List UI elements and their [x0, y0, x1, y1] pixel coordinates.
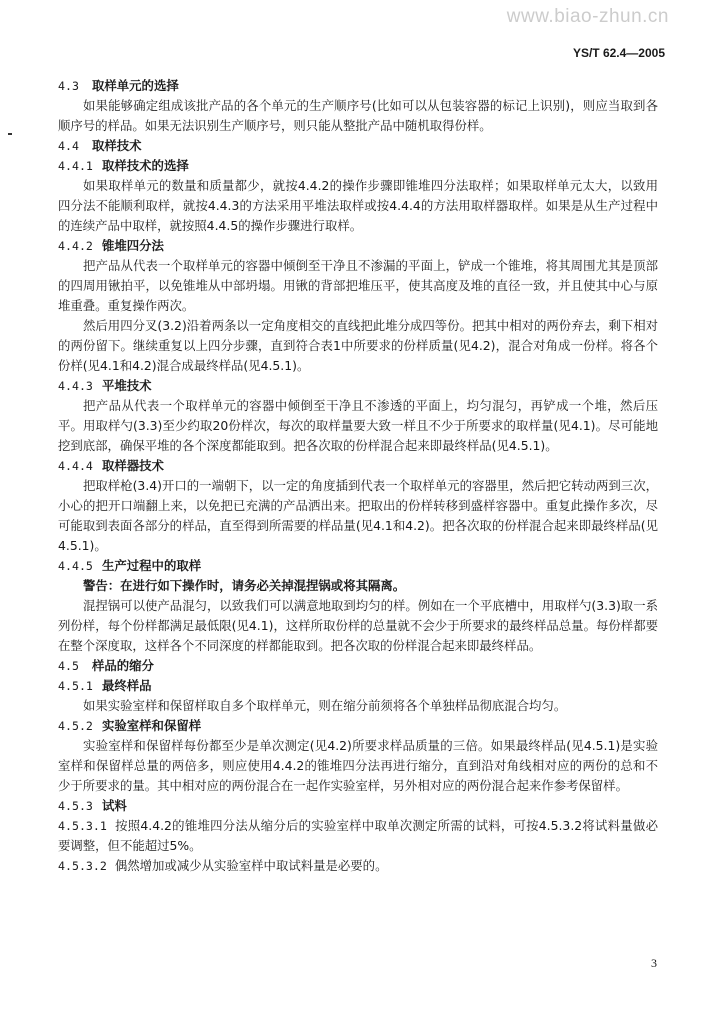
section-number: 4.4: [58, 139, 79, 153]
paragraph: 实验室样和保留样每份都至少是单次测定(见4.2)所要求样品质量的三倍。如果最终样品(见4.5.1)是实验室样和保留样总量的两倍多，则应使用4.4.2的锥堆四分法再进行缩分，直到沿对角线相对应的两份的总和不少于所要求的量。其中相对应的两份混合在一起作实验室样，另外相对应的两份混合起来作参考保留样。: [58, 738, 658, 793]
warning-text: 警告：在进行如下操作时，请务必关掉混捏锅或将其隔离。: [83, 578, 406, 593]
section-number: 4.4.3: [58, 379, 93, 393]
section-number: 4.5.1: [58, 679, 93, 693]
paragraph: 把产品从代表一个取样单元的容器中倾倒至干净且不渗漏的平面上，铲成一个锥堆，将其周围尤其是顶部的四周用锹拍平，以免锥堆从中部坍塌。用锹的背部把堆压平，使其高度及堆的直径一致，并且使其中心与原堆重叠。重复操作两次。: [58, 258, 658, 313]
section-heading-4-4-1: [58, 156, 658, 176]
section-title: 取样技术的选择: [102, 158, 189, 173]
paragraph: 如果实验室样和保留样取自多个取样单元，则在缩分前须将各个单独样品彻底混合均匀。: [83, 698, 567, 713]
section-title: 平堆技术: [102, 378, 152, 393]
page-body: [58, 76, 658, 876]
section-number: 4.4.4: [58, 459, 93, 473]
section-heading-4-4-5: [58, 556, 658, 576]
section-number: 4.5.2: [58, 719, 93, 733]
section-number: 4.5.3: [58, 799, 93, 813]
section-number: 4.4.5: [58, 559, 93, 573]
clause-number: 4.5.3.1: [58, 819, 107, 833]
document-number: YS/T 62.4—2005: [572, 46, 665, 60]
section-heading-4-4: [58, 136, 658, 156]
section-number: 4.5: [58, 659, 79, 673]
section-title: 取样器技术: [102, 458, 164, 473]
section-title: 试料: [102, 798, 127, 813]
clause-text: 偶然增加或减少从实验室样中取试料量是必要的。: [114, 858, 388, 873]
section-heading-4-5-3: [58, 796, 658, 816]
section-heading-4-5-2: [58, 716, 658, 736]
section-heading-4-3: [58, 76, 658, 96]
section-title: 实验室样和保留样: [102, 718, 202, 733]
clause-4-5-3-1: [58, 816, 658, 856]
section-heading-4-4-4: [58, 456, 658, 476]
paragraph: 混捏锅可以使产品混匀，以致我们可以满意地取到均匀的样。例如在一个平底槽中，用取样勺(3.3)取一系列份样，每个份样都满足最低限(见4.1)，这样所取份样的总量就不会少于所要求的最终样品总量。每份样都要在整个深度取，这样各个不同深度的样都能取到。把各次取的份样混合起来即最终样品。: [58, 598, 658, 653]
paragraph: 然后用四分叉(3.2)沿着两条以一定角度相交的直线把此堆分成四等份。把其中相对的两份弃去，剩下相对的两份留下。继续重复以上四分步骤，直到符合表1中所要求的份样质量(见4.2)，混合对角成一份样。将各个份样(见4.1和4.2)混合成最终样品(见4.5.1)。: [58, 318, 658, 373]
section-heading-4-5-1: [58, 676, 658, 696]
section-title: 取样技术: [92, 138, 142, 153]
section-heading-4-4-2: [58, 236, 658, 256]
page-number: 3: [651, 956, 657, 970]
paragraph: 如果能够确定组成该批产品的各个单元的生产顺序号(比如可以从包装容器的标记上识别)，则应当取到各顺序号的样品。如果无法识别生产顺序号，则只能从整批产品中随机取得份样。: [58, 98, 658, 133]
section-title: 取样单元的选择: [92, 78, 179, 93]
section-number: 4.4.2: [58, 239, 93, 253]
section-heading-4-5: [58, 656, 658, 676]
margin-mark: [8, 133, 12, 135]
paragraph: 把产品从代表一个取样单元的容器中倾倒至干净且不渗透的平面上，均匀混匀，再铲成一个堆，然后压平。用取样勺(3.3)至少约取20份样次，每次的取样量要大致一样且不少于所要求的取样量(见4.1)。尽可能地挖到底部，确保平堆的各个深度都能取到。把各次取的份样混合起来即最终样品(见4.5.1)。: [58, 398, 658, 453]
section-heading-4-4-3: [58, 376, 658, 396]
section-number: 4.4.1: [58, 159, 93, 173]
paragraph: 如果取样单元的数量和质量都少，就按4.4.2的操作步骤即锥堆四分法取样；如果取样单元太大，以致用四分法不能顺利取样，就按4.4.3的方法采用平堆法取样或按4.4.4的方法用取样器取样。如果是从生产过程中的连续产品中取样，就按照4.4.5的操作步骤进行取样。: [58, 178, 658, 233]
clause-4-5-3-2: [58, 856, 658, 876]
paragraph: 把取样枪(3.4)开口的一端朝下，以一定的角度插到代表一个取样单元的容器里，然后把它转动两到三次，小心的把开口端翻上来，以免把已充满的产品洒出来。把取出的份样转移到盛样容器中。重复此操作多次，尽可能取到表面各部分的样品，直至得到所需要的样品量(见4.1和4.2)。把各次取的份样混合起来即最终样品(见4.5.1)。: [58, 478, 658, 553]
clause-text: 按照4.4.2的锥堆四分法从缩分后的实验室样中取单次测定所需的试料，可按4.5.3.2将试料量做必要调整，但不能超过5%。: [58, 818, 658, 853]
clause-number: 4.5.3.2: [58, 859, 107, 873]
section-title: 生产过程中的取样: [102, 558, 202, 573]
section-title: 锥堆四分法: [102, 238, 164, 253]
watermark: www.biao-zhun.cn: [506, 6, 669, 27]
section-title: 样品的缩分: [92, 658, 154, 673]
section-title: 最终样品: [102, 678, 152, 693]
section-number: 4.3: [58, 79, 79, 93]
